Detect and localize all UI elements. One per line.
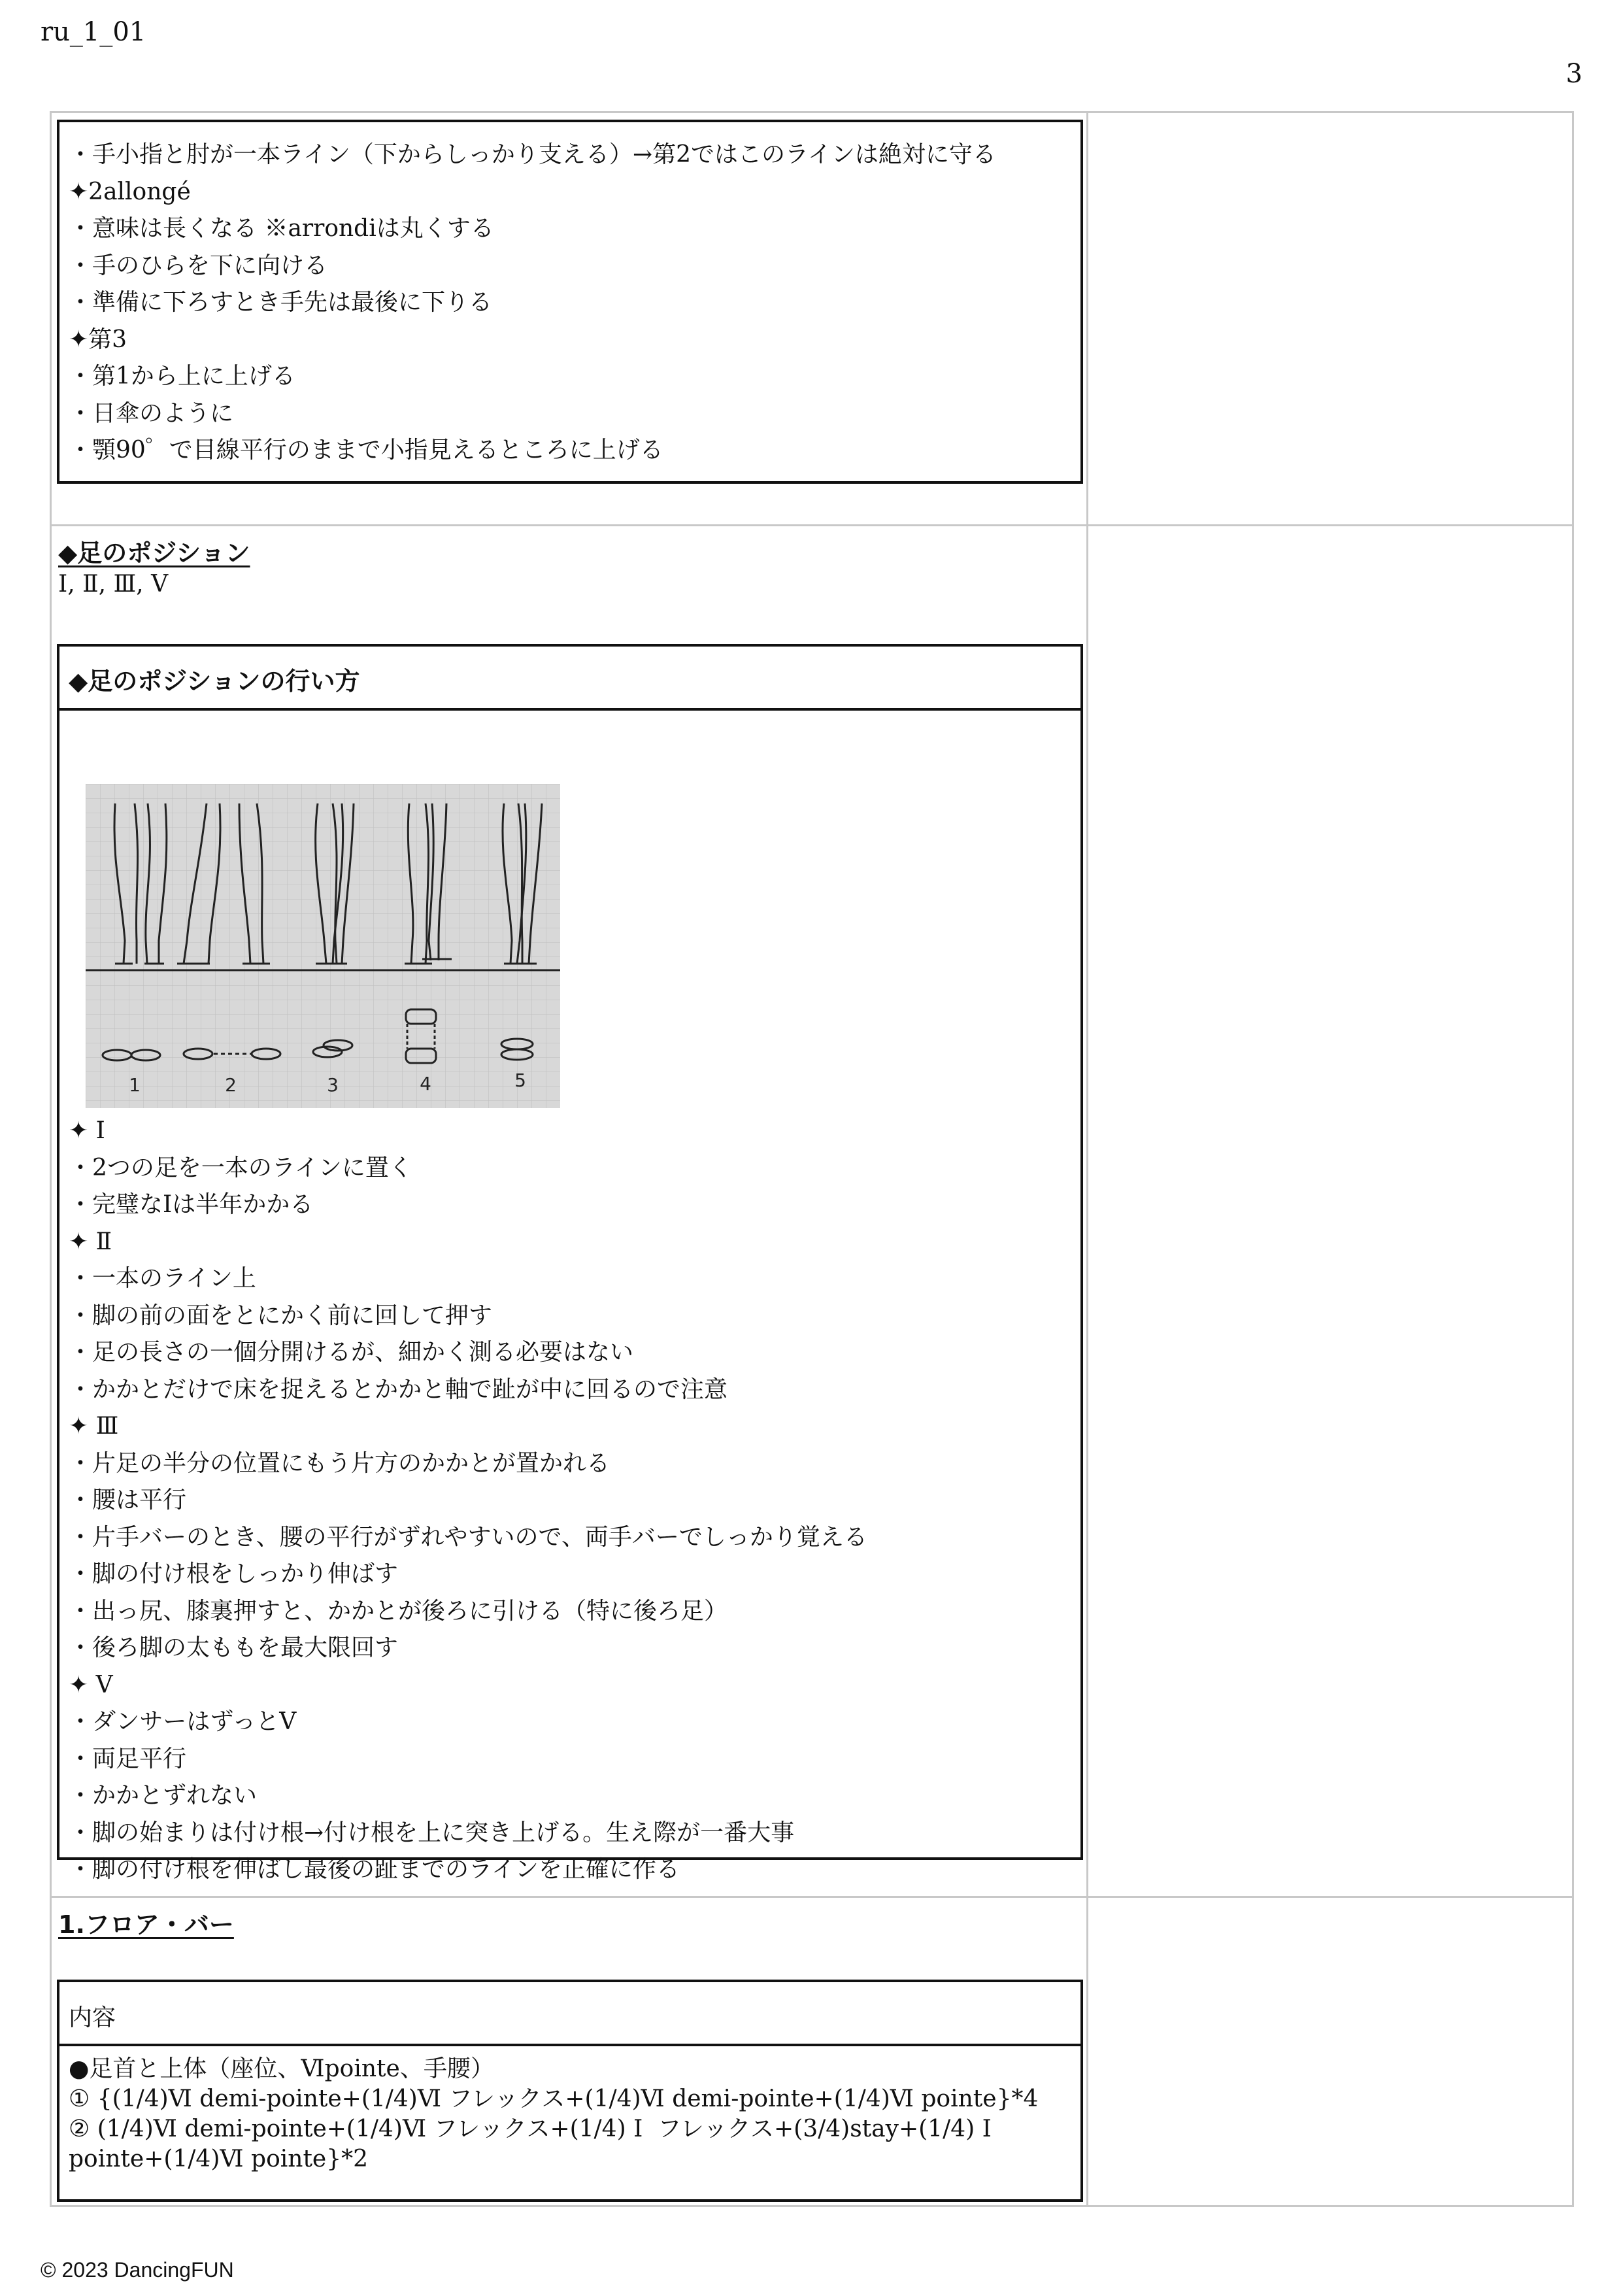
feet-method-box [57,644,1083,1883]
floor-barre-heading: 1.フロア・バー [58,1910,234,1939]
row-arms-content [52,113,1088,524]
copyright-footer: © 2023 DancingFUN [41,2258,234,2282]
feet-note-line: ・一本のライン上 [69,1265,256,1292]
feet-note-line: ・2つの足を一本のラインに置く [69,1154,412,1181]
row-floor-barre-notes-column [1088,1898,1572,2205]
feet-note-line: ・片手バーのとき、腰の平行がずれやすいので、両手バーでしっかり覚える [69,1523,867,1551]
row-feet-content [52,526,1088,1896]
foot-positions-illustration [86,784,560,1108]
figure-label-2: 2 [225,1074,237,1096]
feet-note-line: ・かかとだけで床を捉えるとかかと軸で趾が中に回るので注意 [69,1376,728,1403]
floor-barre-box-title: 内容 [69,2004,116,2031]
feet-note-line: ・足の長さの一個分開けるが、細かく測る必要はない [69,1339,634,1366]
feet-note-line: ・ダンサーはずっとⅤ [69,1708,297,1735]
feet-note-line: ・両足平行 [69,1745,187,1772]
feet-method-title-row [59,647,1080,711]
foot-positions-drawing [86,784,560,1108]
feet-note-line: ・後ろ脚の太ももを最大限回す [69,1634,399,1661]
arms-note-line: ・第1から上に上げる [69,363,295,390]
table-row-floor-barre [52,1898,1572,2205]
feet-position-list: Ⅰ, Ⅱ, Ⅲ, Ⅴ [58,571,169,598]
feet-note-line: ・脚の前の面をとにかく前に回して押す [69,1302,493,1329]
layout-table [50,111,1574,2207]
arms-note-line: ・手小指と肘が一本ライン（下からしっかり支える）→第2ではこのラインは絶対に守る [69,141,996,168]
floor-barre-line: ●足首と上体（座位、Ⅵpointe、手腰） [69,2055,494,2082]
arms-note-line: ✦第3 [69,326,127,353]
arms-note-line: ・顎90゜で目線平行のままで小指見えるところに上げる [69,437,663,464]
figure-label-5: 5 [514,1070,526,1091]
arms-note-line: ・手のひらを下に向ける [69,252,328,279]
row-floor-barre-content [52,1898,1088,2205]
feet-note-line: ・脚の始まりは付け根→付け根を上に突き上げる。生え際が一番大事 [69,1819,795,1846]
feet-note-line: ・かかとずれない [69,1782,258,1809]
floor-barre-title-row [59,1982,1080,2046]
arms-note-line: ・日傘のように [69,399,234,427]
page-number: 3 [1565,59,1582,89]
floor-barre-line: ① {(1/4)Ⅵ demi-pointe+(1/4)Ⅵ フレックス+(1/4)Ⅵ demi-pointe+(1/4)Ⅵ pointe}*4 [69,2085,1039,2112]
feet-note-line: ・出っ尻、膝裏押すと、かかとが後ろに引ける（特に後ろ足） [69,1597,728,1625]
feet-note-line: ・完璧なⅠは半年かかる [69,1191,314,1218]
arms-note-line: ・準備に下ろすとき手先は最後に下りる [69,289,493,316]
floor-barre-line: ② (1/4)Ⅵ demi-pointe+(1/4)Ⅵ フレックス+(1/4) Ⅰ フレックス+(3/4)stay+(1/4) Ⅰ [69,2116,992,2142]
floor-barre-content-box [57,1980,1083,2202]
figure-label-1: 1 [129,1074,141,1096]
row-feet-notes-column [1088,526,1572,1896]
document-id: ru_1_01 [41,17,146,47]
arms-note-line: ・意味は長くなる ※arrondiは丸くする [69,215,494,242]
row-arms-notes-column [1088,113,1572,524]
feet-method-title: ◆足のポジションの行い方 [69,667,360,696]
feet-note-line: ✦ Ⅱ [69,1228,112,1255]
feet-method-notes-list [69,1113,867,1889]
table-row-arms [52,113,1572,526]
feet-note-line: ・脚の付け根をしっかり伸ばす [69,1561,399,1587]
arms-notes-list [69,137,1080,469]
feet-note-line: ・腰は平行 [69,1487,187,1513]
figure-label-3: 3 [327,1074,339,1096]
feet-note-line: ✦ Ⅲ [69,1413,119,1440]
feet-note-line: ✦ Ⅴ [69,1671,113,1698]
arms-notes-box [57,120,1083,484]
feet-note-line: ・片足の半分の位置にもう片方のかかとが置かれる [69,1449,611,1477]
feet-note-line: ・脚の付け根を伸ばし最後の趾までのラインを正確に作る [69,1856,680,1883]
floor-barre-exercise-list [59,2046,1080,2174]
feet-position-heading: ◆足のポジション [58,539,250,567]
arms-note-line: ✦2allongé [69,178,191,205]
table-row-feet [52,526,1572,1898]
floor-barre-line: pointe+(1/4)Ⅵ pointe}*2 [69,2146,369,2172]
feet-note-line: ✦ Ⅰ [69,1117,105,1144]
figure-label-4: 4 [420,1073,431,1094]
